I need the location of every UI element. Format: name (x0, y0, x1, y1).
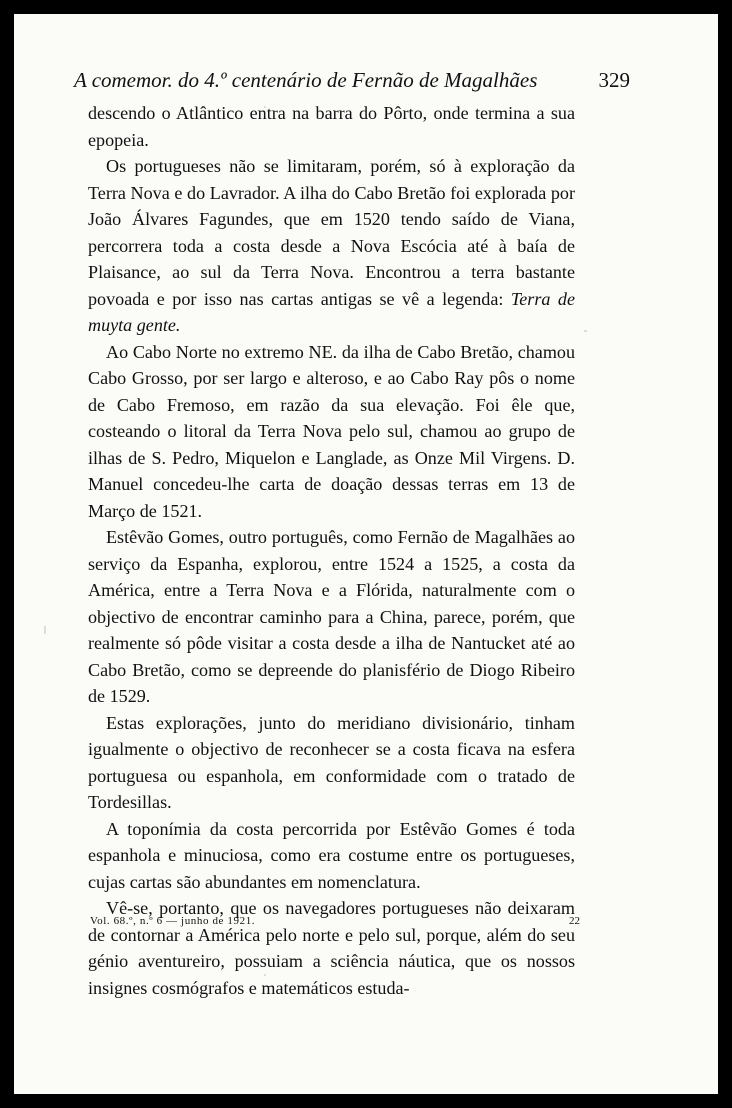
running-title: A comemor. do 4.º centenário de Fernão de Magalhães (74, 68, 538, 92)
paragraph-text: Vê-se, portanto, que os navegadores portugueses não deixaram de contornar a América pelo norte e pelo sul, porque, além do seu génio aventureiro, possuiam a sciência náutica, que os nossos insignes cosmógrafos e matemáticos estuda- (88, 898, 575, 998)
paragraph (88, 816, 575, 896)
paragraph-text: Estas explorações, junto do meridiano divisionário, tinham igualmente o objectivo de reconhecer se a costa ficava na esfera portuguesa ou espanhola, em conformidade com o tratado de Tordesillas. (88, 712, 575, 812)
paragraph (88, 524, 575, 710)
volume-footer: Vol. 68.º, n.º 6 — junho de 1921. (90, 915, 256, 927)
paragraph (88, 100, 575, 153)
paragraph-text: A toponímia da costa percorrida por Estêvão Gomes é toda espanhola e minuciosa, como era costume entre os portugueses, cujas cartas são abundantes em nomenclatura. (88, 818, 575, 892)
paragraph-text: Estêvão Gomes, outro português, como Fernão de Magalhães ao serviço da Espanha, explorou, entre 1524 a 1525, a costa da América, entre a Terra Nova e a Flórida, naturalmente com o objectivo de encontrar caminho para a China, parece, porém, que realmente só pôde visitar a costa desde a ilha de Nantucket até ao Cabo Bretão, como se depreende do planisfério de Diogo Ribeiro de 1529. (88, 527, 575, 706)
paragraph (88, 895, 575, 1001)
body-text (88, 100, 575, 1001)
paragraph (88, 153, 575, 339)
page-speck (584, 330, 587, 332)
paragraph-text: descendo o Atlântico entra na barra do Pôrto, onde termina a sua epopeia. (88, 103, 575, 150)
page-header (74, 62, 630, 102)
paragraph-text: Os portugueses não se limitaram, porém, só à exploração da Terra Nova e do Lavrador. A ilha do Cabo Bretão foi explorada por João Álvares Fagundes, que em 1520 tendo saído de Viana, percorrera toda a costa desde a Nova Escócia até à baía de Plaisance, ao sul da Terra Nova. Encontrou a terra bastante povoada e por isso nas cartas antigas se vê a legenda: (88, 156, 575, 309)
paragraph (88, 339, 575, 525)
page-speck (44, 626, 46, 634)
paragraph-text: Ao Cabo Norte no extremo NE. da ilha de Cabo Bretão, chamou Cabo Grosso, por ser largo e alteroso, e ao Cabo Ray pôs o nome de Cabo Fremoso, em razão da sua elevação. Foi êle que, costeando o litoral da Terra Nova pelo sul, chamou ao grupo de ilhas de S. Pedro, Miquelon e Langlade, as Onze Mil Virgens. D. Manuel concedeu-lhe carta de doação dessas terras em 13 de Março de 1521. (88, 341, 575, 521)
page-number: 329 (598, 68, 630, 92)
paragraph (88, 710, 575, 816)
signature-mark: 22 (569, 915, 580, 927)
italic-legend: Terra de muyta gente. (88, 288, 575, 335)
